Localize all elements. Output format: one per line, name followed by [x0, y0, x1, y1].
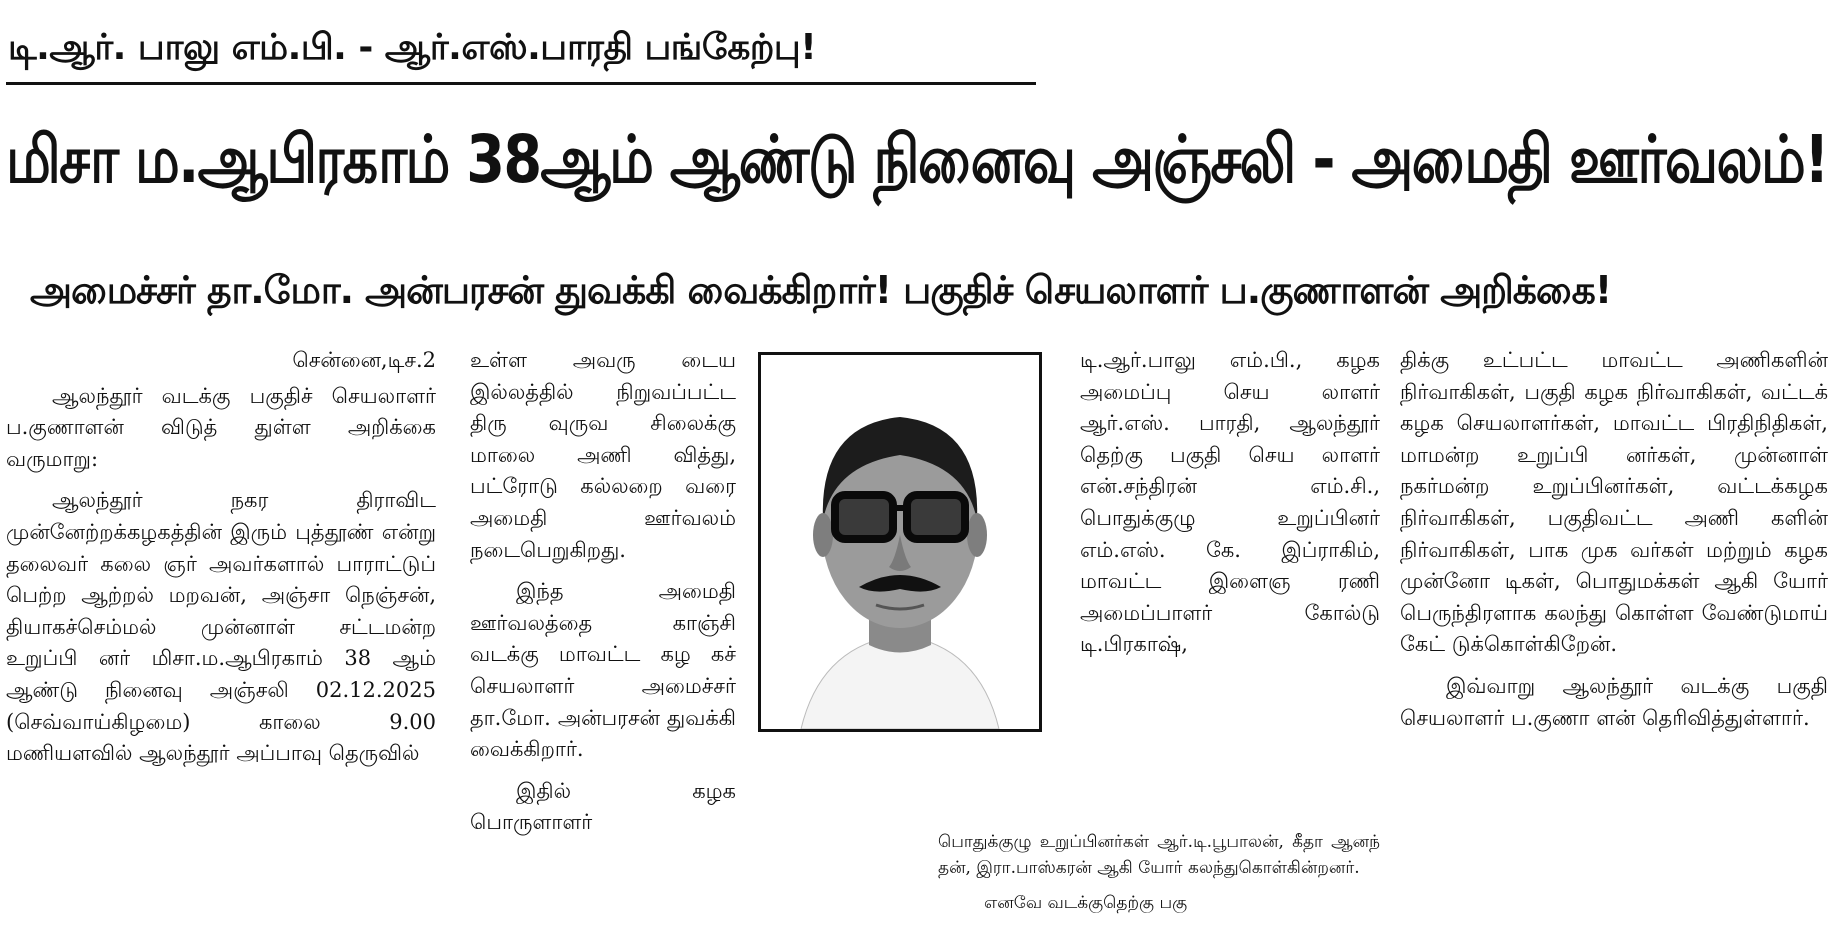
column-4 [1400, 345, 1828, 744]
article-headline: மிசா ம.ஆபிரகாம் 38ஆம் ஆண்டு நினைவு அஞ்சலி - அமைதி ஊர்வலம்! [6, 121, 1828, 198]
dateline: சென்னை,டிச.2 [292, 348, 436, 372]
paragraph: ஆலந்தூர் வடக்கு பகுதிச் செயலாளர் ப.குணாளன் விடுத் துள்ள அறிக்கை வருமாறு: [6, 383, 436, 471]
column-3-continued [938, 830, 1380, 927]
article-kicker: டி.ஆர். பாலு எம்.பி. - ஆர்.எஸ்.பாரதி பங்கேற்பு! [8, 27, 817, 68]
paragraph: பொதுக்குழு உறுப்பினர்கள் ஆர்.டி.பூபாலன், கீதா ஆனந் தன், இரா.பாஸ்கரன் ஆகி யோர் கலந்துகொள்கின்றனர். [938, 832, 1380, 878]
paragraph: இந்த அமைதி ஊர்வலத்தை காஞ்சி வடக்கு மாவட்ட கழ கச் செயலாளர் அமைச்சர் தா.மோ. அன்பரசன் துவக்கி வைக்கிறார். [470, 579, 736, 762]
column-2 [470, 345, 736, 849]
paragraph: உள்ள அவரு டைய இல்லத்தில் நிறுவப்பட்ட திரு வுருவ சிலைக்கு மாலை அணி வித்து, பட்ரோடு கல்லறை வரை அமைதி ஊர்வலம் நடைபெறுகிறது. [470, 348, 736, 562]
paragraph: எனவே வடக்குதெற்கு பகு [984, 893, 1188, 913]
column-3 [1080, 345, 1380, 671]
paragraph: திக்கு உட்பட்ட மாவட்ட அணிகளின் நிர்வாகிகள், பகுதி கழக நிர்வாகிகள், வட்டக் கழக செயலாளர்கள், மாவட்ட பிரதிநிதிகள், மாமன்ற உறுப்பி னர்கள், முன்னாள் நகர்மன்ற உறுப்பினர்கள், வட்டக்கழக நிர்வாகிகள், பகுதிவட்ட அணி களின் நிர்வாகிகள், பாக முக வர்கள் மற்றும் கழக முன்னோ டிகள், பொதுமக்கள் ஆகி யோர் பெருந்திரளாக கலந்து கொள்ள வேண்டுமாய் கேட் டுக்கொள்கிறேன். [1400, 348, 1828, 657]
paragraph: இவ்வாறு ஆலந்தூர் வடக்கு பகுதி செயலாளர் ப.குணா ளன் தெரிவித்துள்ளார். [1400, 673, 1828, 730]
portrait-photo-icon [761, 355, 1039, 729]
paragraph: டி.ஆர்.பாலு எம்.பி., கழக அமைப்பு செய லாளர் ஆர்.எஸ். பாரதி, ஆலந்தூர் தெற்கு பகுதி செய லாளர் என்.சந்திரன் எம்.சி., பொதுக்குழு உறுப்பினர் எம்.எஸ். கே. இப்ராகிம், மாவட்ட இளைஞ ரணி அமைப்பாளர் கோல்டு டி.பிரகாஷ், [1080, 348, 1380, 657]
kicker-underline [6, 82, 1036, 85]
portrait-photo [758, 352, 1042, 732]
paragraph: இதில் கழக பொருளாளர் [470, 778, 736, 835]
column-1 [6, 345, 436, 780]
paragraph: ஆலந்தூர் நகர திராவிட முன்னேற்றக்கழகத்தின் இரும் புத்தூண் என்று தலைவர் கலை ஞர் அவர்களால் பாராட்டுப் பெற்ற ஆற்றல் மறவன், அஞ்சா நெஞ்சன், தியாகச்செம்மல் முன்னாள் சட்டமன்ற உறுப்பி னர் மிசா.ம.ஆபிரகாம் 38 ஆம் ஆண்டு நினைவு அஞ்சலி 02.12.2025 (செவ்வாய்கிழமை) காலை 9.00 மணியளவில் ஆலந்தூர் அப்பாவு தெருவில் [6, 488, 436, 766]
article-subheadline: அமைச்சர் தா.மோ. அன்பரசன் துவக்கி வைக்கிறார்! பகுதிச் செயலாளர் ப.குணாளன் அறிக்கை! [30, 268, 1612, 312]
